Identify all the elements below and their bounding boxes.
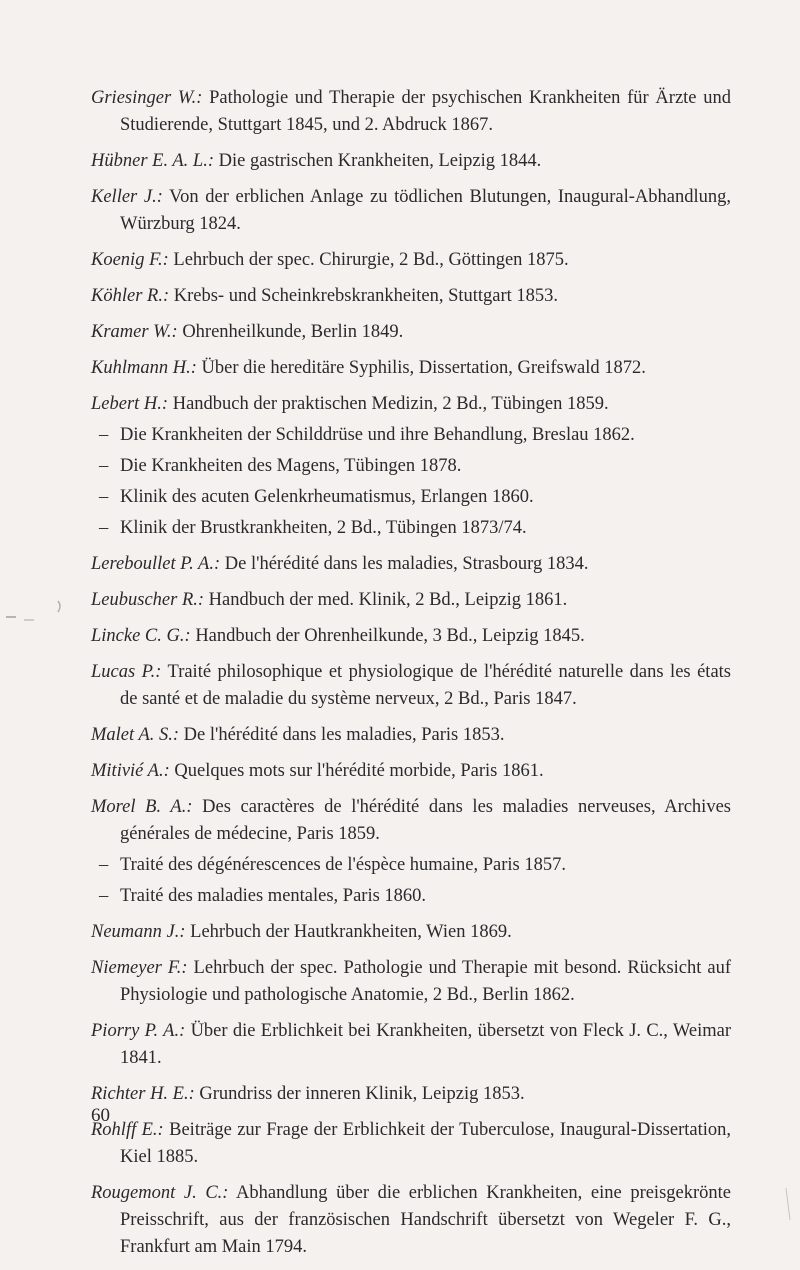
entry-title: Handbuch der Ohrenheilkunde, 3 Bd., Leipzig 1845. <box>190 626 585 646</box>
entry-title: Über die Erblichkeit bei Krankheiten, übersetzt von Fleck J. C., Weimar 1841. <box>120 1021 732 1068</box>
bibliography-list <box>91 85 731 1270</box>
bibliography-entry <box>91 1117 731 1171</box>
sub-entries <box>91 422 731 542</box>
entry-title: Quelques mots sur l'hérédité morbide, Paris 1861. <box>169 761 544 781</box>
dash-mark: – <box>99 855 109 875</box>
bibliography-entry <box>91 623 731 650</box>
entry-author: Kramer W.: <box>91 322 178 342</box>
entry-title: Pathologie und Therapie der psychischen Krankheiten für Ärzte und Studierende, Stuttgart 1845, und 2. Abdruck 1867. <box>120 88 731 135</box>
sub-entry <box>91 883 731 910</box>
entry-author: Koenig F.: <box>91 250 169 270</box>
bibliography-entry <box>91 551 731 578</box>
entry-title: Traité philosophique et physiologique de l'hérédité naturelle dans les états de santé et de maladie du système nerveux, 2 Bd., Paris 1847. <box>120 662 731 709</box>
sub-entry-text: Klinik des acuten Gelenkrheumatismus, Erlangen 1860. <box>120 487 534 507</box>
entry-title: Handbuch der praktischen Medizin, 2 Bd., Tübingen 1859. <box>168 394 609 414</box>
bibliography-entry <box>91 955 731 1009</box>
entry-author: Hübner E. A. L.: <box>91 151 214 171</box>
sub-entry <box>91 453 731 480</box>
dash-mark: – <box>99 518 109 538</box>
sub-entry-text: Die Krankheiten der Schilddrüse und ihre Behandlung, Breslau 1862. <box>120 425 635 445</box>
entry-author: Rougemont J. C.: <box>91 1183 229 1203</box>
entry-author: Lucas P.: <box>91 662 162 682</box>
entry-author: Niemeyer F.: <box>91 958 188 978</box>
dash-mark: – <box>99 456 109 476</box>
bibliography-entry <box>91 247 731 274</box>
bibliography-entry <box>91 283 731 310</box>
entry-title: Krebs- und Scheinkrebskrankheiten, Stuttgart 1853. <box>169 286 559 306</box>
bibliography-entry <box>91 355 731 382</box>
entry-title: Lehrbuch der spec. Chirurgie, 2 Bd., Göttingen 1875. <box>168 250 569 270</box>
entry-author: Malet A. S.: <box>91 725 180 745</box>
entry-title: Lehrbuch der Hautkrankheiten, Wien 1869. <box>185 922 512 942</box>
entry-author: Köhler R.: <box>91 286 170 306</box>
entry-title: Über die hereditäre Syphilis, Dissertation, Greifswald 1872. <box>196 358 646 378</box>
dash-mark: – <box>99 487 109 507</box>
entry-author: Morel B. A.: <box>91 797 193 817</box>
bibliography-entry <box>91 919 731 946</box>
sub-entry <box>91 515 731 542</box>
entry-title: Des caractères de l'hérédité dans les maladies nerveuses, Archives générales de médecine, Paris 1859. <box>120 797 731 844</box>
bibliography-entry <box>91 148 731 175</box>
sub-entry-text: Traité des maladies mentales, Paris 1860. <box>120 886 427 906</box>
entry-title: Beiträge zur Frage der Erblichkeit der Tuberculose, Inaugural-Dissertation, Kiel 1885. <box>120 1120 731 1167</box>
entry-author: Neumann J.: <box>91 922 186 942</box>
entry-title: Von der erblichen Anlage zu tödlichen Blutungen, Inaugural-Abhandlung, Würzburg 1824. <box>120 187 731 234</box>
entry-title: Handbuch der med. Klinik, 2 Bd., Leipzig 1861. <box>204 590 568 610</box>
bibliography-entry <box>91 184 731 238</box>
entry-title: Ohrenheilkunde, Berlin 1849. <box>177 322 404 342</box>
bibliography-entry <box>91 758 731 785</box>
page-number: 60 <box>91 1105 110 1126</box>
bibliography-entry <box>91 1180 731 1261</box>
sub-entry <box>91 484 731 511</box>
sub-entries <box>91 852 731 910</box>
entry-title: Lehrbuch der spec. Pathologie und Therapie mit besond. Rücksicht auf Physiologie und pathologische Anatomie, 2 Bd., Berlin 1862. <box>120 958 731 1005</box>
entry-title: Abhandlung über die erblichen Krankheiten, eine preisgekrönte Preisschrift, aus der französischen Handschrift übersetzt von Wegeler F. G., Frankfurt am Main 1794. <box>120 1183 731 1257</box>
entry-author: Leubuscher R.: <box>91 590 205 610</box>
bibliography-entry <box>91 722 731 749</box>
entry-author: Rohlff E.: <box>91 1120 164 1140</box>
entry-author: Piorry P. A.: <box>91 1021 186 1041</box>
bibliography-entry <box>91 794 731 848</box>
entry-author: Mitivié A.: <box>91 761 170 781</box>
entry-title: Grundriss der inneren Klinik, Leipzig 1853. <box>194 1084 525 1104</box>
entry-title: De l'hérédité dans les maladies, Paris 1853. <box>179 725 505 745</box>
bibliography-entry <box>91 1081 731 1108</box>
entry-author: Keller J.: <box>91 187 163 207</box>
bibliography-entry <box>91 1018 731 1072</box>
sub-entry-text: Die Krankheiten des Magens, Tübingen 1878. <box>120 456 462 476</box>
entry-author: Griesinger W.: <box>91 88 203 108</box>
bibliography-entry <box>91 319 731 346</box>
sub-entry-text: Klinik der Brustkrankheiten, 2 Bd., Tübingen 1873/74. <box>120 518 527 538</box>
entry-author: Richter H. E.: <box>91 1084 195 1104</box>
bibliography-entry <box>91 659 731 713</box>
entry-author: Lereboullet P. A.: <box>91 554 221 574</box>
dash-mark: – <box>99 425 109 445</box>
sub-entry <box>91 852 731 879</box>
entry-title: De l'hérédité dans les maladies, Strasbourg 1834. <box>220 554 589 574</box>
entry-author: Lincke C. G.: <box>91 626 191 646</box>
dash-mark: – <box>99 886 109 906</box>
bibliography-entry <box>91 85 731 139</box>
entry-author: Lebert H.: <box>91 394 169 414</box>
sub-entry <box>91 422 731 449</box>
entry-title: Die gastrischen Krankheiten, Leipzig 1844. <box>214 151 542 171</box>
bibliography-entry <box>91 587 731 614</box>
bibliography-entry <box>91 391 731 418</box>
entry-author: Kuhlmann H.: <box>91 358 197 378</box>
sub-entry-text: Traité des dégénérescences de l'éspèce humaine, Paris 1857. <box>120 855 566 875</box>
